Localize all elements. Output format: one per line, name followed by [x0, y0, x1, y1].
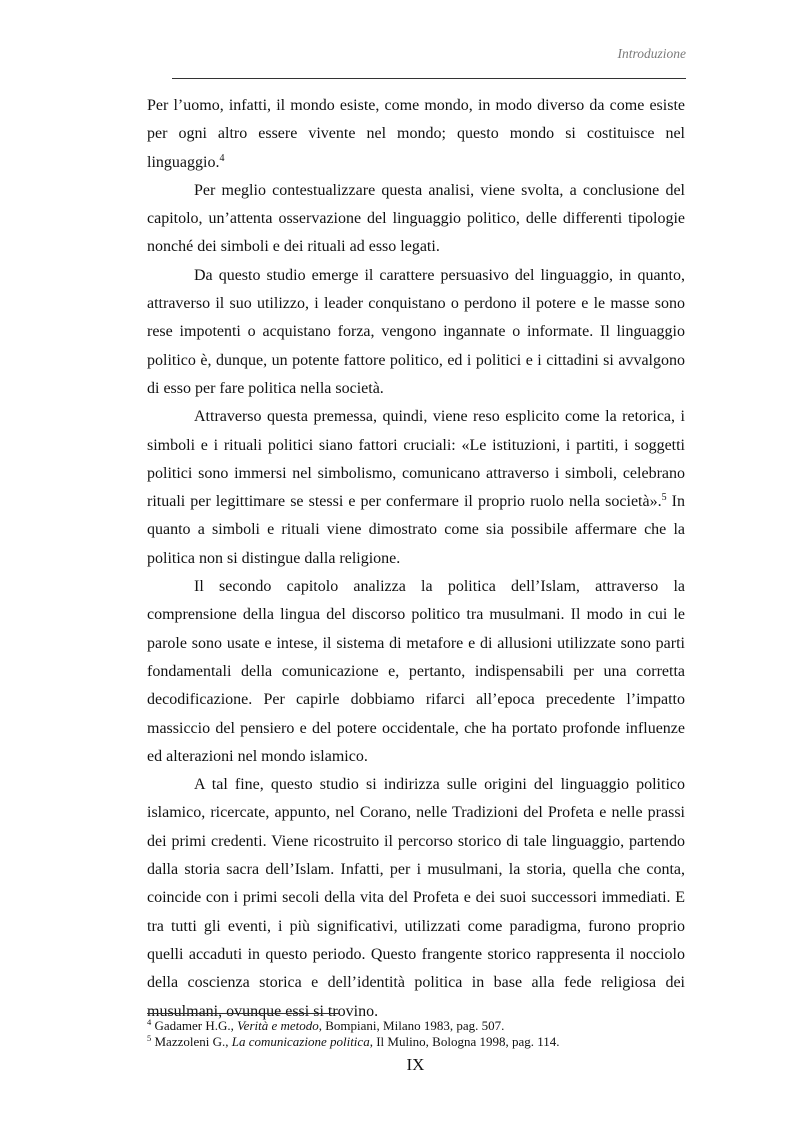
- paragraph-5: Il secondo capitolo analizza la politica dell’Islam, attraverso la comprensione della lingua del discorso politico tra musulmani. Il modo in cui le parole sono usate e intese, il sistema di metafore e di allusioni utilizzate sono parti fondamentali della comunicazione e, pertanto, indispensabili per una corretta decodificazione. Per capirle dobbiamo rifarci all’epoca precedente l’impatto massiccio del pensiero e del potere occidentale, che ha portato profonde influenze ed alterazioni nel mondo islamico.: [147, 578, 685, 765]
- header-rule: [172, 78, 686, 79]
- footnotes: [147, 1018, 707, 1050]
- running-header: Introduzione: [617, 46, 686, 61]
- paragraph-6: A tal fine, questo studio si indirizza sulle origini del linguaggio politico islamico, ricercate, appunto, nel Corano, nelle Tradizioni del Profeta e nelle prassi dei primi credenti. Viene ricostruito il percorso storico di tale linguaggio, partendo dalla storia sacra dell’Islam. Infatti, per i musulmani, la storia, quella che conta, coincide con i primi secoli della vita del Profeta e dei suoi successori immediati. E tra tutti gli eventi, i più significativi, utilizzati come paradigma, furono proprio quelli accaduti in questo periodo. Questo frangente storico rappresenta il nocciolo della coscienza storica e dell’identità politica in base alla fede religiosa dei musulmani, ovunque essi si trovino.: [147, 776, 685, 1020]
- footnote-4: $^4$ Gadamer H.G., Verità e metodo, Bompiani, Milano 1983, pag. 507.: [147, 1017, 505, 1033]
- footnote-ref-4[interactable]: 4: [219, 152, 225, 164]
- footnote-rule: [147, 1013, 340, 1014]
- footnote-ref-5[interactable]: 5: [661, 492, 667, 504]
- paragraph-4: Attraverso questa premessa, quindi, viene reso esplicito come la retorica, i simboli e i rituali politici siano fattori cruciali: «Le istituzioni, i partiti, i soggetti politici sono immersi nel simbolismo, comunicano attraverso i simboli, celebrano rituali per legittimare se stessi e per confermare il proprio ruolo nella società».$^5$ In quanto a simboli e rituali viene dimostrato come sia possibile affermare che la politica non si distingue dalla religione.: [147, 408, 686, 567]
- page-number: IX: [406, 1055, 425, 1074]
- body-text: [147, 92, 685, 1026]
- paragraph-3: Da questo studio emerge il carattere persuasivo del linguaggio, in quanto, attraverso il suo utilizzo, i leader conquistano o perdono il potere e le masse sono rese impotenti o acquistano forza, vengono ingannate o informate. Il linguaggio politico è, dunque, un potente fattore politico, ed i politici e i cittadini si avvalgono di esso per fare politica nella società.: [147, 266, 685, 397]
- paragraph-2: Per meglio contestualizzare questa analisi, viene svolta, a conclusione del capitolo, un’attenta osservazione del linguaggio politico, delle differenti tipologie nonché dei simboli e dei rituali ad esso legati.: [147, 181, 685, 256]
- paragraph-1: Per l’uomo, infatti, il mondo esiste, come mondo, in modo diverso da come esiste per ogni altro essere vivente nel mondo; questo mondo si costituisce nel linguaggio.$^4$: [147, 97, 685, 171]
- footnote-5: $^5$ Mazzoleni G., La comunicazione politica, Il Mulino, Bologna 1998, pag. 114.: [147, 1033, 560, 1049]
